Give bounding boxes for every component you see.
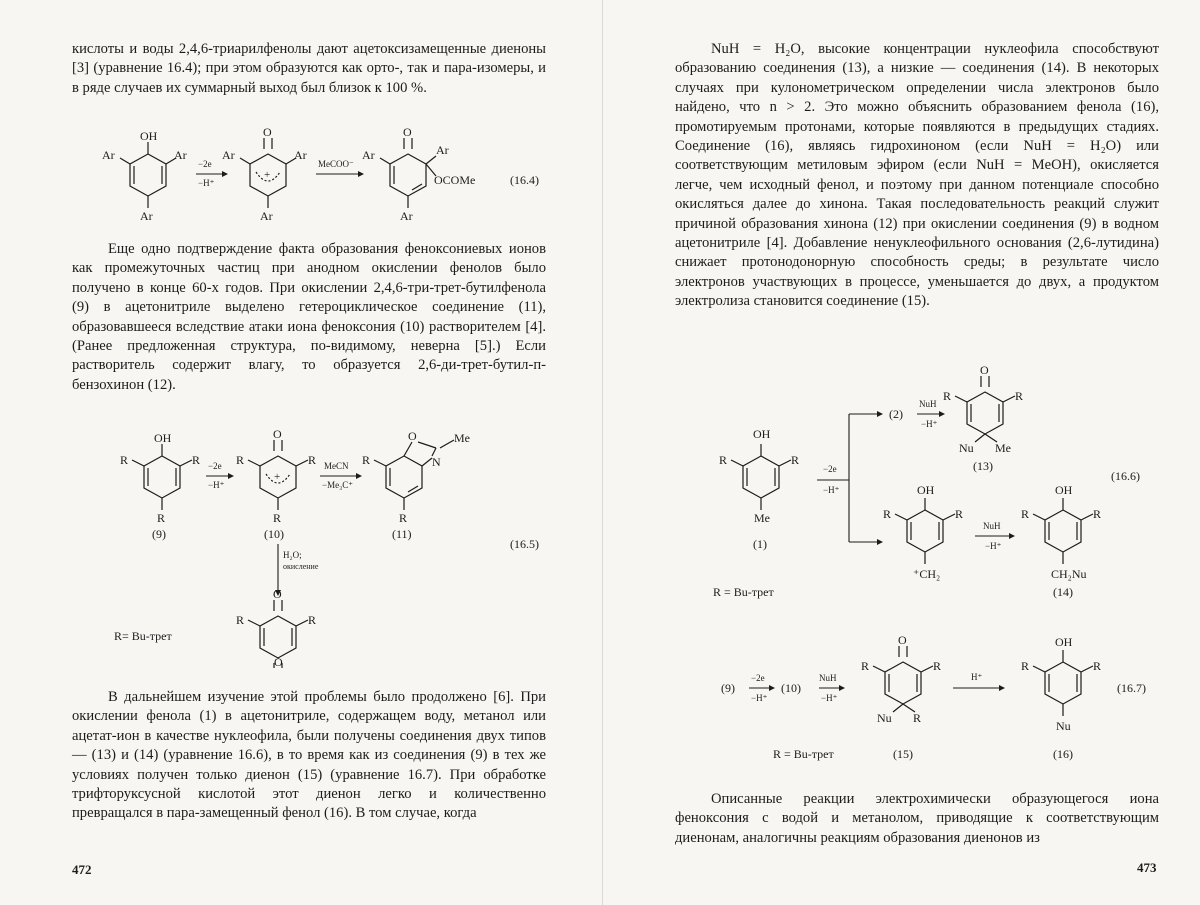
eq165-plus: +: [274, 471, 281, 483]
eq167-o: O: [898, 633, 907, 647]
eq166-r-14a: R: [1021, 507, 1030, 521]
eq167-r-16a: R: [1021, 659, 1030, 673]
eq167-oh: OH: [1055, 635, 1073, 649]
eq164-ar-2b: Ar: [294, 148, 307, 162]
eq165-r-12b: R: [308, 613, 317, 627]
eq167-cond-top: −2e: [751, 673, 765, 683]
eq167-r-15b: R: [933, 659, 942, 673]
eq166-r-ca: R: [883, 507, 892, 521]
right-paragraph-1: NuH = H₂O, высокие концентрации нуклеофила способствуют образованию соединения (13), а низкие — соединения (14). В некоторых случаях при кулонометрическом определении числа электронов было найдено, что n > 2. Это можно объяснить образованием фенола (16), промотируемым протонами, которые появляются в предыдущих стадиях. Соединение (16), являясь гидрохиноном (если NuH = H₂O) или соответствующим метиловым эфиром (если NuH = MeOH), окисляется легче, чем исходный фенол, и поэтому при данном потенциале способно окисляться далее до хинона. Такая последовательность реакций служит причиной образования хинона (12) при окислении соединения (9) в водном ацетонитриле [4]. Добавление ненуклеофильного основания (2,6-лутидина) снижает протонодонорную способность среды; в результате число электронов участвующих в процессе, уменьшается до двух, а продуктом электролиза становится соединение (15).: [675, 41, 1159, 310]
eq165-r-11b: R: [399, 511, 408, 525]
eq166-r-cb: R: [955, 507, 964, 521]
eq165-r-10c: R: [273, 511, 282, 525]
eq166-number: (16.6): [1111, 469, 1140, 483]
eq164-ar-3a: Ar: [362, 148, 375, 162]
eq166-nu-13: Nu: [959, 441, 974, 455]
eq167-r-15c: R: [913, 711, 922, 725]
eq166-cond-bot: −H⁺: [823, 485, 840, 495]
eq166-label-13: (13): [973, 459, 993, 473]
eq165-down-bot: окисление: [283, 562, 319, 571]
eq165-o-12a: O: [273, 587, 282, 601]
left-paragraph-2: Еще одно подтверждение факта образования феноксониевых ионов как промежуточных частиц при анодном окислении фенолов было получено в конце 60-х годов. При окислении 2,4,6-три-трет-бутилфенола (9) в ацетонитриле выделено гетероциклическое соединение (11), образовавшееся вследствие атаки иона феноксония (10) растворителем [4]. (Ранее предложенная структура, по-видимому, неверна [5].) Если растворитель содержит влагу, то образуется 2,6-ди-трет-бутил-п-бензохинон (12).: [72, 241, 546, 393]
eq166-r-13a: R: [943, 389, 952, 403]
eq165-r-def: R= Bu-трет: [114, 629, 172, 643]
eq164-cond-bot: −H⁺: [198, 178, 215, 188]
eq166-oh-14: OH: [1055, 483, 1073, 497]
eq165-n: N: [432, 455, 441, 469]
eq167-hplus: H⁺: [971, 672, 983, 682]
eq164-o-2: O: [263, 125, 272, 139]
eq166-o-13: O: [980, 363, 989, 377]
eq166-r-14b: R: [1093, 507, 1102, 521]
eq164-ar-2a: Ar: [222, 148, 235, 162]
eq164-ar-1b: Ar: [174, 148, 187, 162]
eq167-label-10: (10): [781, 681, 801, 695]
eq166-r-1a: R: [719, 453, 728, 467]
eq165-r-10b: R: [308, 453, 317, 467]
equation-16-4: [90, 125, 550, 224]
eq165-cond2-bot: −Me₃C⁺: [322, 480, 353, 490]
eq166-me-13: Me: [995, 441, 1011, 455]
equation-16-7: [713, 632, 1163, 766]
eq164-ar-1c: Ar: [140, 209, 153, 223]
left-page-number: 472: [72, 862, 92, 877]
eq166-r-1b: R: [791, 453, 800, 467]
eq164-oh: OH: [140, 129, 158, 143]
eq165-me: Me: [454, 431, 470, 445]
eq164-o-3: O: [403, 125, 412, 139]
eq165-r-11a: R: [362, 453, 371, 467]
eq166-r-13b: R: [1015, 389, 1024, 403]
eq164-ar-3b: Ar: [436, 143, 449, 157]
eq165-r-9b: R: [192, 453, 201, 467]
eq165-r-12a: R: [236, 613, 245, 627]
eq165-oh: OH: [154, 431, 172, 445]
eq165-label-10: (10): [264, 527, 284, 541]
eq167-number: (16.7): [1117, 681, 1146, 695]
eq166-minus-h-b: −H⁺: [985, 541, 1002, 551]
eq167-nu-16: Nu: [1056, 719, 1071, 733]
right-paragraph-2: Описанные реакции электрохимически образующегося иона феноксония с водой и метанолом, приводящие к соответствующим диенонам, аналогичны реакциям образования диенонов из: [675, 791, 1159, 846]
eq165-o-10: O: [273, 427, 282, 441]
eq165-r-9c: R: [157, 511, 166, 525]
eq166-label-1: (1): [753, 537, 767, 551]
eq165-o-12b: O: [274, 655, 283, 669]
eq165-r-10a: R: [236, 453, 245, 467]
eq167-r-15a: R: [861, 659, 870, 673]
eq166-oh-1: OH: [753, 427, 771, 441]
eq164-number: (16.4): [510, 173, 539, 187]
equation-16-5: [110, 427, 550, 670]
eq166-nuh-b: NuH: [983, 521, 1001, 531]
left-paragraph-1: кислоты и воды 2,4,6-триарилфенолы дают ацетоксизамещенные диеноны [3] (уравнение 16.4); при этом образуются как орто-, так и пара-изомеры, и в ряде случаев их суммарный выход был близок к 100 %.: [72, 41, 546, 96]
eq164-plus: +: [264, 169, 271, 181]
eq165-label-9: (9): [152, 527, 166, 541]
eq164-ar-1a: Ar: [102, 148, 115, 162]
eq166-step2: (2): [889, 407, 903, 421]
eq166-nuh-a: NuH: [919, 399, 937, 409]
eq167-nuh: NuH: [819, 673, 837, 683]
eq165-o-11: O: [408, 429, 417, 443]
eq166-ch2plus: ⁺CH₂: [913, 567, 941, 581]
right-page: [603, 0, 1200, 905]
eq167-label-15: (15): [893, 747, 913, 761]
eq165-cond1-top: −2e: [208, 461, 222, 471]
eq166-minus-h-a: −H⁺: [921, 419, 938, 429]
eq166-r-def: R = Bu-трет: [713, 585, 774, 599]
eq164-ocome: OCOMe: [434, 173, 476, 187]
eq167-nu-15: Nu: [877, 711, 892, 725]
eq167-r-def: R = Bu-трет: [773, 747, 834, 761]
eq165-number: (16.5): [510, 537, 539, 551]
eq165-r-9a: R: [120, 453, 129, 467]
eq165-label-11: (11): [392, 527, 412, 541]
eq167-cond-bot: −H⁺: [751, 693, 768, 703]
eq164-ar-3c: Ar: [400, 209, 413, 223]
eq166-oh-14a: OH: [917, 483, 935, 497]
eq167-label-16: (16): [1053, 747, 1073, 761]
left-paragraph-3: В дальнейшем изучение этой проблемы было продолжено [6]. При окислении фенола (1) в ацетонитриле, содержащем воду, метанол или ацетат-ион в качестве нуклеофила, были получены соединения двух типов — (13) и (14) (уравнение 16.6), в то время как из соединения (9) в тех же условиях получен только диенон (15) (уравнение 16.7). При обработке трифторуксусной кислотой этот диенон легко и количественно превращался в пара-замещенный фенол (16). В том случае, когда: [72, 689, 546, 822]
eq164-cond-top: −2e: [198, 159, 212, 169]
eq167-r-16b: R: [1093, 659, 1102, 673]
eq166-label-14: (14): [1053, 585, 1073, 599]
eq165-cond2-top: MeCN: [324, 461, 349, 471]
eq166-ch2nu: CH₂Nu: [1051, 567, 1087, 581]
right-page-number: 473: [1137, 860, 1157, 875]
eq164-reagent: MeCOO⁻: [318, 159, 354, 169]
eq164-ar-2c: Ar: [260, 209, 273, 223]
eq165-down-top: H₂O;: [283, 550, 302, 560]
eq167-minus-h: −H⁺: [821, 693, 838, 703]
equation-16-6: [713, 363, 1163, 615]
eq166-cond-top: −2e: [823, 464, 837, 474]
eq167-label-9: (9): [721, 681, 735, 695]
eq166-me-1: Me: [754, 511, 770, 525]
eq165-cond1-bot: −H⁺: [208, 480, 225, 490]
